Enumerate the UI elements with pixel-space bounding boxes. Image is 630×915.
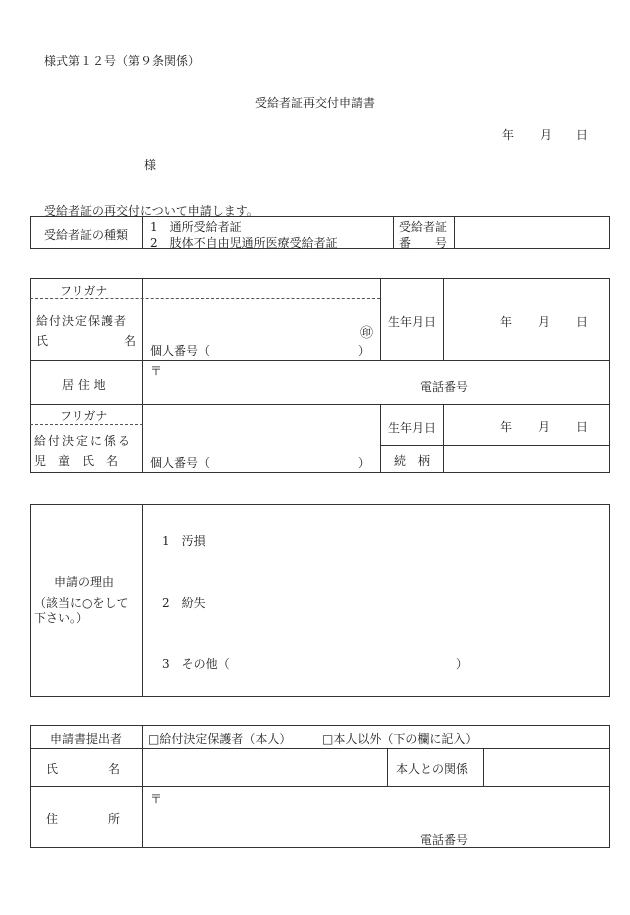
submitter-phone-label: 電話番号 [420, 833, 469, 847]
child-relation-label: 続 柄 [394, 454, 431, 468]
page-title: 受給者証再交付申請書 [255, 96, 376, 110]
reason-option-soiled[interactable]: 1 汚損 [162, 534, 206, 548]
guardian-name-label: 氏 名 [36, 334, 136, 348]
guardian-personal-number-close: ） [358, 344, 371, 358]
form-number: 様式第１２号（第９条関係） [44, 54, 201, 68]
child-birth-year: 年 [500, 420, 513, 434]
submitter-label: 申請書提出者 [50, 732, 123, 746]
guardian-birth-month: 月 [538, 315, 551, 329]
guardian-label: 給付決定保護者 [36, 314, 128, 328]
address-field[interactable] [143, 361, 609, 403]
seal-mark: ㊞ [360, 326, 374, 341]
submitter-address-field[interactable] [143, 787, 609, 847]
cert-option-1: 1 通所受給者証 [150, 220, 242, 234]
submitter-postal-mark: 〒 [150, 792, 163, 806]
child-name-label: 児 童 氏 名 [34, 454, 119, 468]
postal-mark: 〒 [150, 364, 163, 378]
guardian-birth-day: 日 [576, 315, 589, 329]
cert-number-field[interactable] [455, 217, 609, 248]
submitter-name-field[interactable] [143, 749, 386, 785]
submitter-relation-label: 本人との関係 [396, 762, 469, 776]
guardian-name-field[interactable] [143, 299, 379, 359]
guardian-furigana-field[interactable] [143, 279, 379, 297]
child-personal-number-close: ） [358, 456, 371, 470]
submitter-option-other[interactable]: □本人以外（下の欄に記入） [322, 732, 478, 746]
guardian-birthdate-label: 生年月日 [388, 315, 437, 329]
date-day-label: 日 [576, 128, 589, 142]
cert-number-label: 受給者証 [399, 220, 448, 234]
addressee-suffix: 様 [144, 158, 157, 172]
reason-other-close: ） [456, 657, 469, 671]
date-year-label: 年 [502, 128, 515, 142]
guardian-phone-label: 電話番号 [420, 380, 469, 394]
submitter-name-label: 氏 名 [46, 762, 120, 776]
child-name-field[interactable] [143, 405, 379, 472]
guardian-furigana-label: フリガナ [60, 284, 108, 298]
guardian-personal-number-label: 個人番号（ [150, 344, 211, 358]
guardian-birth-year: 年 [500, 315, 513, 329]
submitter-address-label: 住 所 [46, 812, 120, 826]
cert-number-label-2: 番 号 [399, 236, 448, 250]
child-furigana-label: フリガナ [60, 409, 108, 423]
child-birthdate-label: 生年月日 [388, 421, 437, 435]
child-personal-number-label: 個人番号（ [150, 456, 211, 470]
address-label: 居 住 地 [62, 378, 106, 392]
reason-option-other[interactable]: 3 その他（ [162, 657, 230, 671]
child-label: 給付決定に係る [34, 434, 133, 448]
date-month-label: 月 [540, 128, 553, 142]
reason-option-lost[interactable]: 2 紛失 [162, 596, 206, 610]
child-birth-month: 月 [538, 420, 551, 434]
submitter-option-self[interactable]: □給付決定保護者（本人） [148, 732, 292, 746]
submitter-relation-field[interactable] [484, 749, 609, 785]
intro-text: 受給者証の再交付について申請します。 [44, 204, 259, 218]
reason-label: 申請の理由 [54, 575, 115, 589]
cert-type-label: 受給者証の種類 [44, 228, 129, 242]
reason-note: （該当に○をして下さい。） [34, 596, 129, 625]
child-birth-day: 日 [576, 420, 589, 434]
cert-option-2: 2 肢体不自由児通所医療受給者証 [150, 236, 338, 250]
child-relation-field[interactable] [444, 446, 609, 472]
